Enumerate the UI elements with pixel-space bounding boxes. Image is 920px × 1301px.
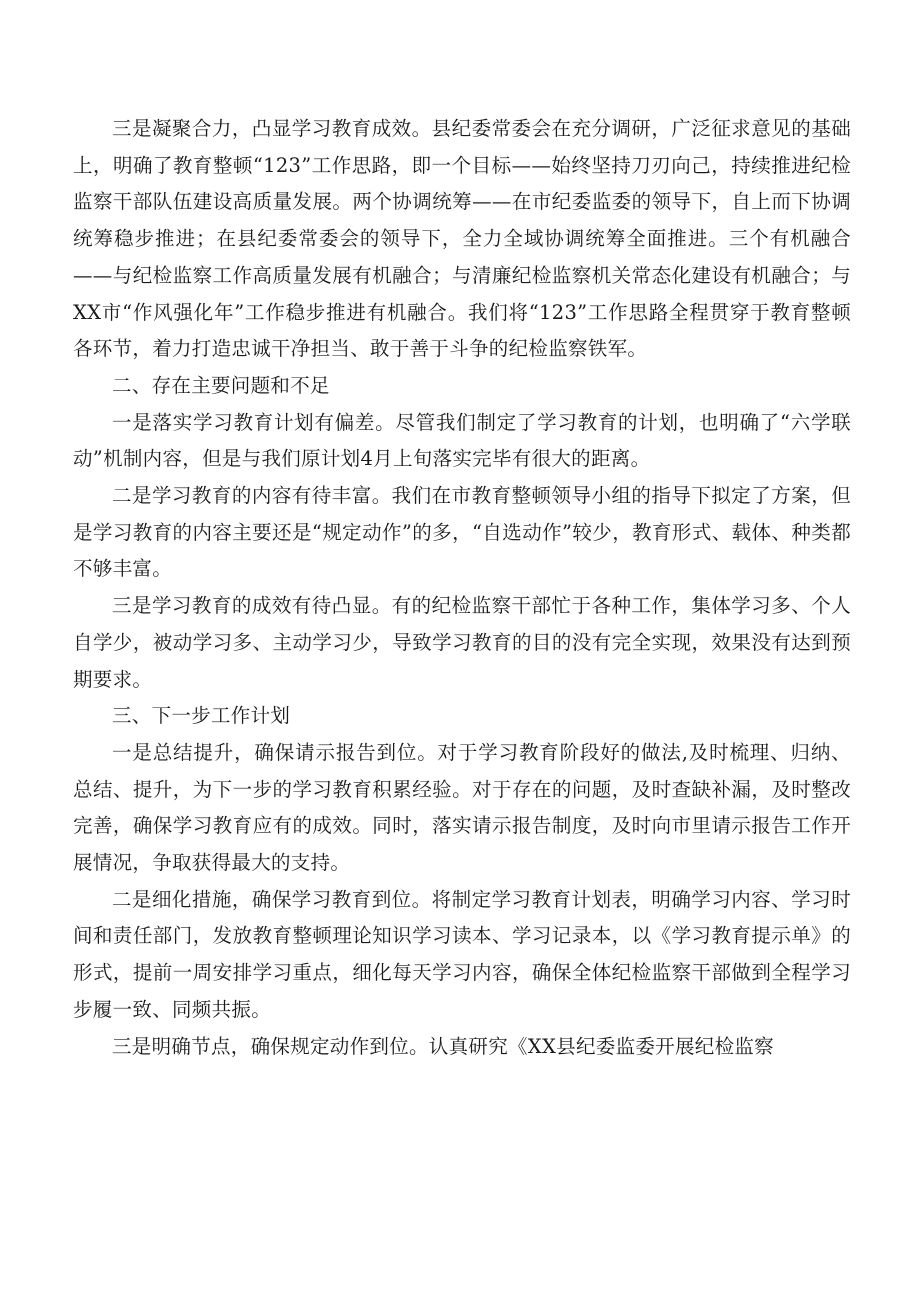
section-heading-next-plan: 三、下一步工作计划 bbox=[112, 704, 291, 728]
paragraph-problem-effect: 三是学习教育的成效有待凸显。有的纪检监察干部忙于各种工作，集体学习多、个人自学少，被动学习多、主动学习少，导致学习教育的目的没有完全实现，效果没有达到预期要求。 bbox=[73, 594, 851, 691]
paragraph-plan-summary: 一是总结提升，确保请示报告到位。对于学习教育阶段好的做法,及时梳理、归纳、总结、提升，为下一步的学习教育积累经验。对于存在的问题，及时查缺补漏，及时整改完善，确保学习教育应有的成效。同时，落实请示报告制度，及时向市里请示报告工作开展情况，争取获得最大的支持。 bbox=[73, 740, 851, 875]
document-body bbox=[73, 111, 851, 1065]
paragraph-problem-content: 二是学习教育的内容有待丰富。我们在市教育整顿领导小组的指导下拟定了方案，但是学习教育的内容主要还是“规定动作”的多，“自选动作”较少，教育形式、载体、种类都不够丰富。 bbox=[73, 484, 851, 581]
paragraph-plan-nodes: 三是明确节点，确保规定动作到位。认真研究《XX县纪委监委开展纪检监察 bbox=[112, 1034, 774, 1058]
paragraph-plan-measures: 二是细化措施，确保学习教育到位。将制定学习教育计划表，明确学习内容、学习时间和责任部门，发放教育整顿理论知识学习读本、学习记录本，以《学习教育提示单》的形式，提前一周安排学习重点，细化每天学习内容，确保全体纪检监察干部做到全程学习步履一致、同频共振。 bbox=[73, 887, 851, 1021]
section-heading-problems: 二、存在主要问题和不足 bbox=[112, 373, 330, 397]
paragraph-unite-efforts: 三是凝聚合力，凸显学习教育成效。县纪委常委会在充分调研，广泛征求意见的基础上，明确了教育整顿“123”工作思路，即一个目标——始终坚持刀刃向己，持续推进纪检监察干部队伍建设高质量发展。两个协调统筹——在市纪委监委的领导下，自上而下协调统筹稳步推进；在县纪委常委会的领导下，全力全域协调统筹全面推进。三个有机融合——与纪检监察工作高质量发展有机融合；与清廉纪检监察机关常态化建设有机融合；与XX市“作风强化年”工作稳步推进有机融合。我们将“123”工作思路全程贯穿于教育整顿各环节，着力打造忠诚干净担当、敢于善于斗争的纪检监察铁军。 bbox=[73, 117, 851, 361]
paragraph-problem-plan-deviation: 一是落实学习教育计划有偏差。尽管我们制定了学习教育的计划，也明确了“六学联动”机制内容，但是与我们原计划4月上旬落实完毕有很大的距离。 bbox=[73, 410, 851, 471]
